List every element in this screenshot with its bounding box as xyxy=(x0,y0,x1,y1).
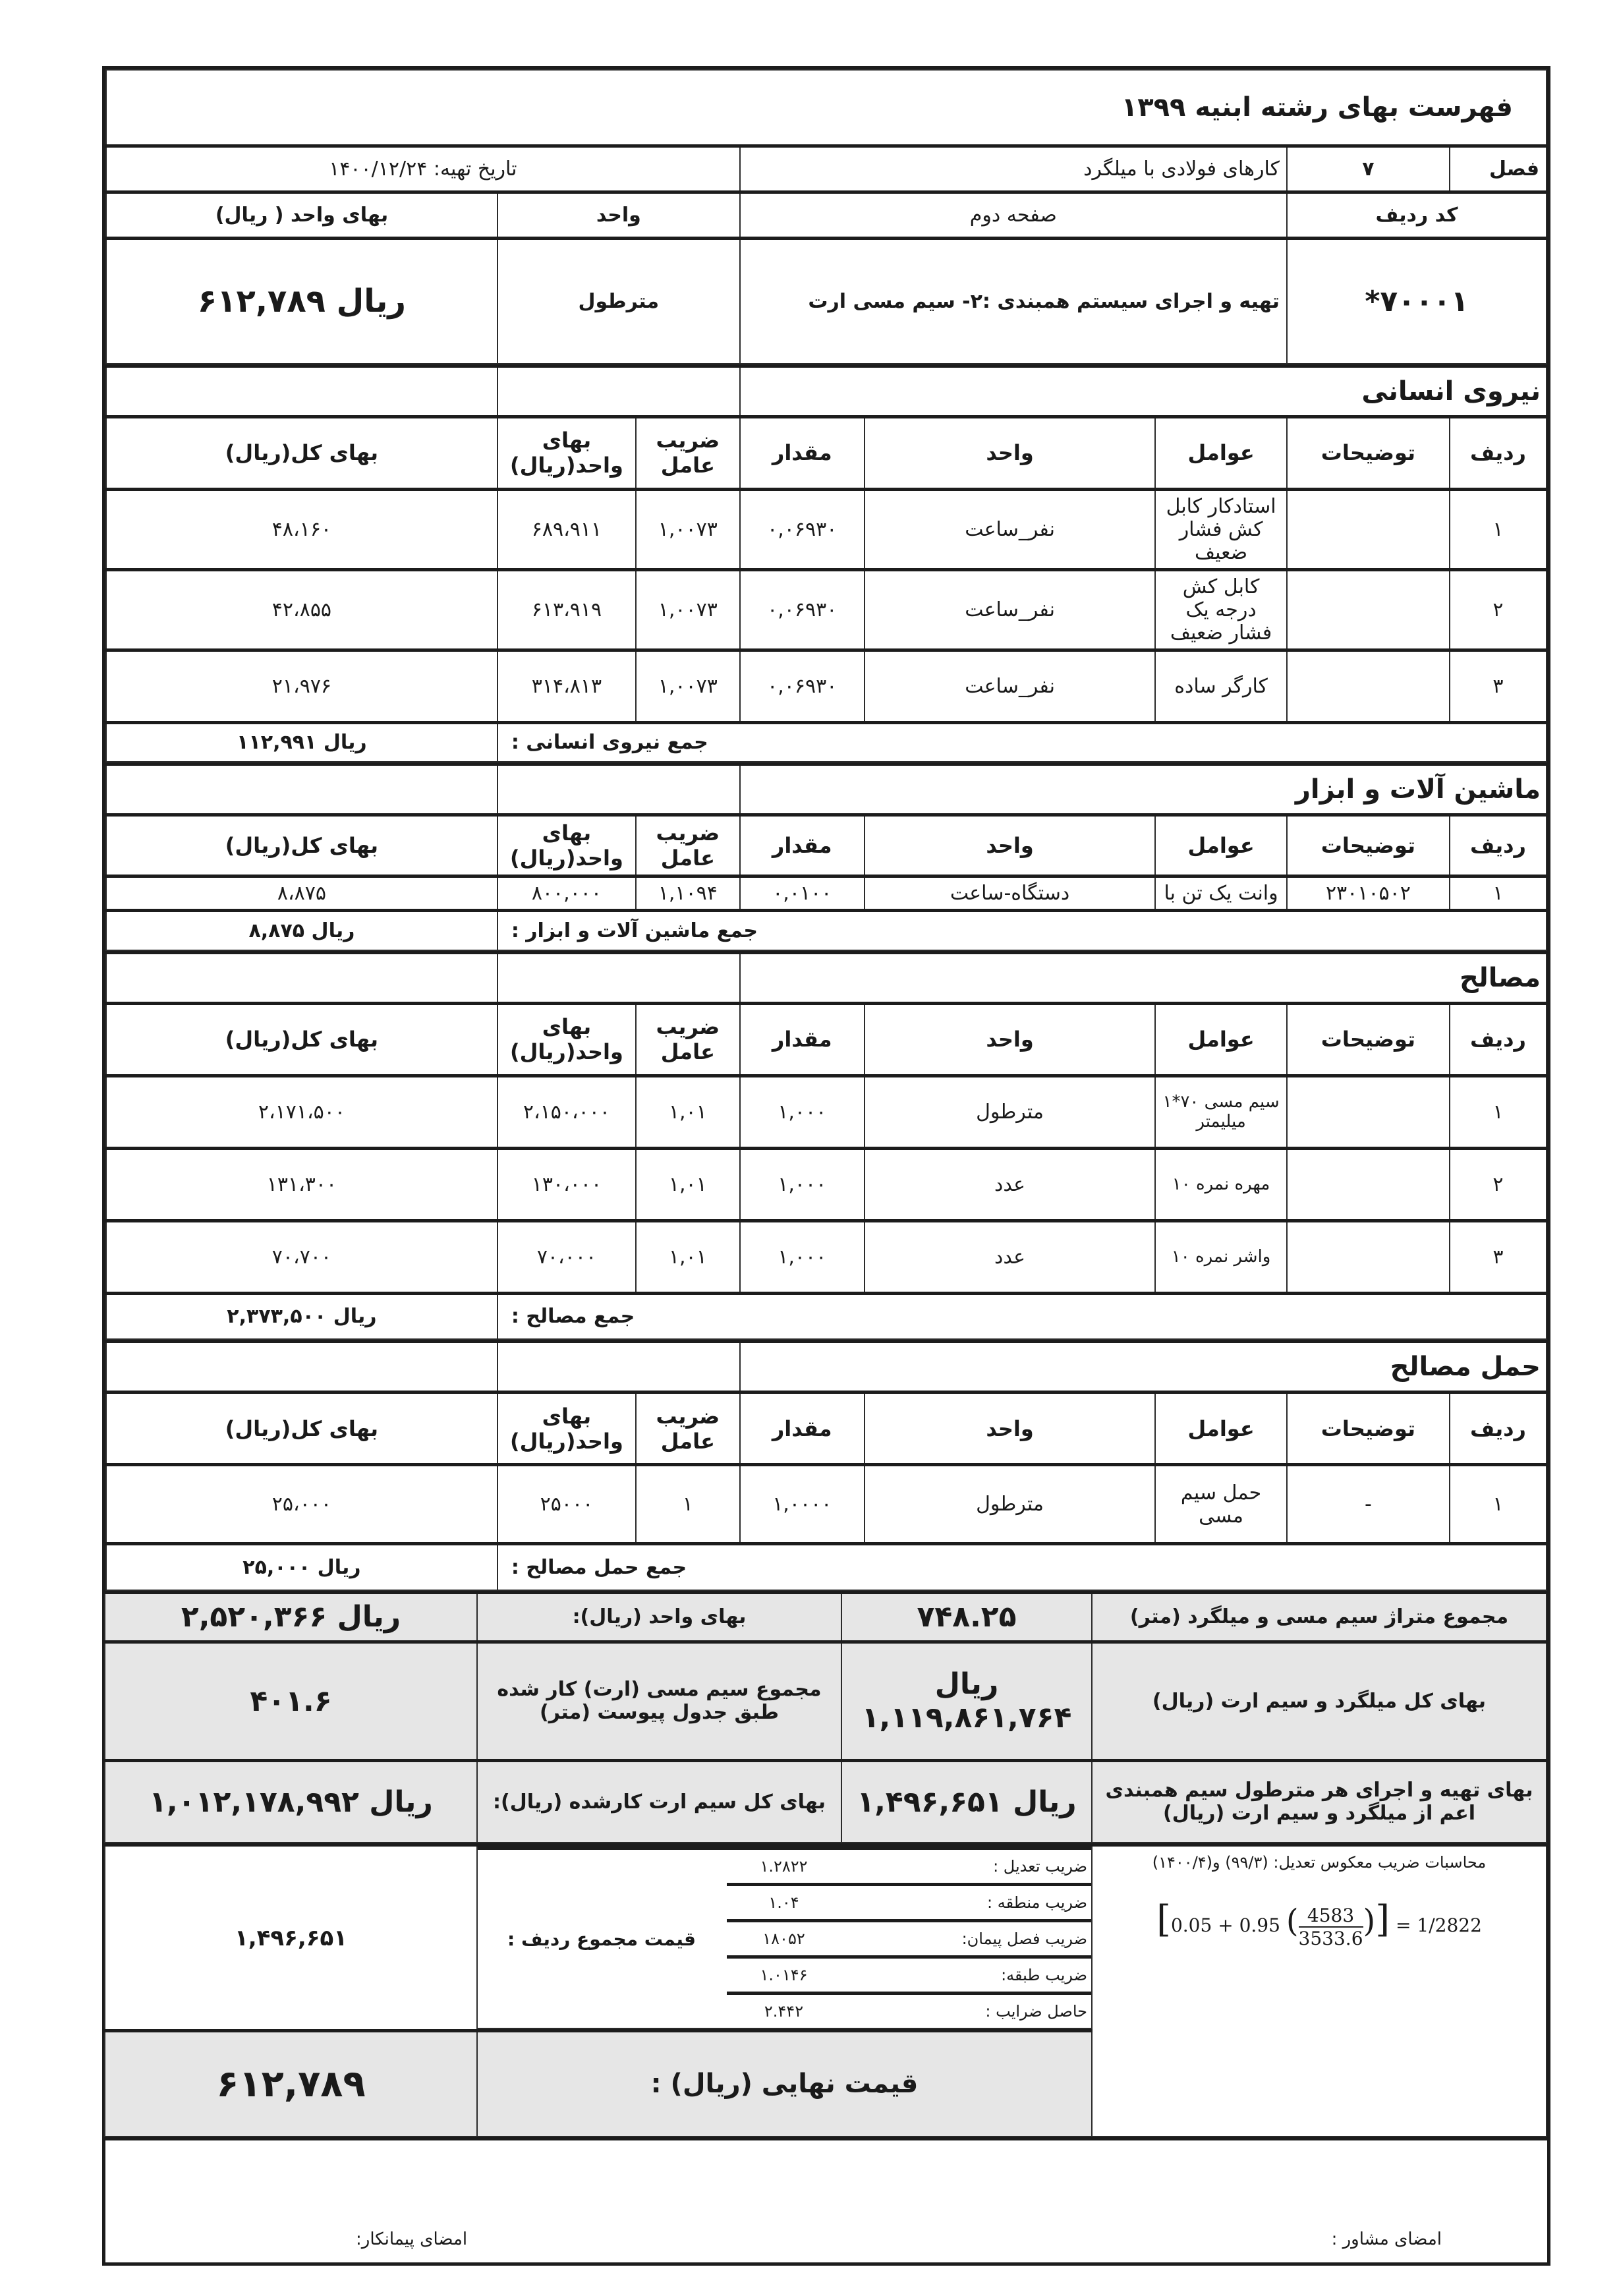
table-row xyxy=(106,1148,1547,1220)
unit-label: واحد xyxy=(497,192,740,239)
cell-unit-price: ۶۱۳،۹۱۹ xyxy=(497,569,636,650)
cell-total: ۴۸،۱۶۰ xyxy=(106,489,497,569)
coefficient-row: ضریب تعدیل : ۱.۲۸۲۲ قیمت مجموع ردیف : xyxy=(476,1849,1091,1885)
total-length-label: مجموع متراژ سیم مسی و میلگرد (متر) xyxy=(1092,1592,1547,1642)
col-unit-price: بهای واحد(ریال) xyxy=(497,1392,636,1465)
table-row xyxy=(106,489,1547,569)
labor-sum-value: ریال ۱۱۲,۹۹۱ xyxy=(106,722,497,762)
per-meter-value: ریال ۱,۴۹۶,۶۵۱ xyxy=(841,1760,1092,1843)
row-total-label: قیمت مجموع ردیف : xyxy=(476,1849,727,2029)
col-quantity: مقدار xyxy=(740,416,865,489)
cell-notes xyxy=(1287,569,1450,650)
machinery-sum-value: ریال ۸,۸۷۵ xyxy=(106,911,497,950)
cell-unit-price: ۸۰۰,۰۰۰ xyxy=(497,876,636,911)
cell-unit-price: ۱۳۰،۰۰۰ xyxy=(497,1148,636,1220)
cell-factor: کارگر ساده xyxy=(1155,650,1287,722)
cell-factor: حمل سیم مسی xyxy=(1155,1465,1287,1544)
total-length-value: ۷۴۸.۲۵ xyxy=(841,1592,1092,1642)
chapter-number: ۷ xyxy=(1287,146,1450,192)
item-unit: مترطول xyxy=(497,239,740,364)
col-factors: عوامل xyxy=(1155,1392,1287,1465)
cell-unit-price: ۲۵۰۰۰ xyxy=(497,1465,636,1544)
col-quantity: مقدار xyxy=(740,1392,865,1465)
cell-coef: ۱,۰۱ xyxy=(636,1148,740,1220)
summary-table xyxy=(104,1591,1547,1844)
cell-coef: ۱,۱۰۹۴ xyxy=(636,876,740,911)
col-notes: توضیحات xyxy=(1287,416,1450,489)
table-row xyxy=(106,569,1547,650)
col-unit-price: بهای واحد(ریال) xyxy=(497,416,636,489)
col-notes: توضیحات xyxy=(1287,815,1450,876)
cell-unit-price: ۶۸۹،۹۱۱ xyxy=(497,489,636,569)
cell-total: ۱۳۱،۳۰۰ xyxy=(106,1148,497,1220)
earth-wire-length-value: ۴۰۱.۶ xyxy=(105,1642,477,1760)
earth-wire-cost-value: ریال ۱,۰۱۲,۱۷۸,۹۹۲ xyxy=(105,1760,477,1843)
col-total-price: بهای کل(ریال) xyxy=(106,1003,497,1076)
cell-total: ۲۱،۹۷۶ xyxy=(106,650,497,722)
cell-unit-price: ۷۰،۰۰۰ xyxy=(497,1220,636,1293)
cell-total: ۲۵،۰۰۰ xyxy=(106,1465,497,1544)
row-code-label: کد ردیف xyxy=(1287,192,1547,239)
cell-unit-price: ۲،۱۵۰،۰۰۰ xyxy=(497,1076,636,1148)
cell-notes xyxy=(1287,1148,1450,1220)
coefficient-row: ضریب فصل پیمان: ۱۸۰۵۲ xyxy=(476,1921,1091,1957)
col-row: ردیف xyxy=(1450,815,1547,876)
col-factors: عوامل xyxy=(1155,815,1287,876)
col-factors: عوامل xyxy=(1155,416,1287,489)
price-list-sheet xyxy=(102,66,1550,2266)
unit-price-label: بهای واحد ( ریال) xyxy=(106,192,497,239)
per-meter-label: بهای تهیه و اجرای هر مترطول سیم همبندی اعم از میلگرد و سیم ارت (ریال) xyxy=(1092,1760,1547,1843)
col-total-price: بهای کل(ریال) xyxy=(106,815,497,876)
col-unit-price: بهای واحد(ریال) xyxy=(497,815,636,876)
cell-unit-price: ۳۱۴،۸۱۳ xyxy=(497,650,636,722)
cell-unit: نفر_ساعت xyxy=(865,569,1155,650)
col-unit: واحد xyxy=(865,1392,1155,1465)
row-total-value: ۱,۴۹۶,۶۵۱ xyxy=(105,1845,477,2031)
prep-date: تاریخ تهیه: ۱۴۰۰/۱۲/۲۴ xyxy=(106,146,740,192)
summary-unit-price-value: ریال ۲,۵۲۰,۳۶۶ xyxy=(105,1592,477,1642)
coefficients-table xyxy=(104,1843,1547,2137)
cell-unit: نفر_ساعت xyxy=(865,650,1155,722)
document-title: فهرست بهای رشته ابنیه ۱۳۹۹ xyxy=(106,70,1547,146)
cell-row: ۱ xyxy=(1450,489,1547,569)
cell-factor: استادکار کابل کش فشار ضعیف xyxy=(1155,489,1287,569)
cell-quantity: ۱,۰۰۰ xyxy=(740,1148,865,1220)
cell-row: ۱ xyxy=(1450,876,1547,911)
coefficient-row: حاصل ضرایب : ۲.۴۴۲ xyxy=(476,1994,1091,2029)
cell-unit: دستگاه-ساعت xyxy=(865,876,1155,911)
col-unit: واحد xyxy=(865,815,1155,876)
final-price-value: ۶۱۲,۷۸۹ xyxy=(105,2031,477,2137)
cell-factor: واشر نمره ۱۰ xyxy=(1155,1220,1287,1293)
row-code: ۷۰۰۰۱* xyxy=(1287,239,1547,364)
col-coef: ضریب عامل xyxy=(636,815,740,876)
cell-total: ۸،۸۷۵ xyxy=(106,876,497,911)
cell-quantity: ۰,۰۶۹۳۰ xyxy=(740,569,865,650)
cell-row: ۱ xyxy=(1450,1076,1547,1148)
col-unit: واحد xyxy=(865,1003,1155,1076)
col-notes: توضیحات xyxy=(1287,1392,1450,1465)
cell-total: ۲،۱۷۱،۵۰۰ xyxy=(106,1076,497,1148)
col-row: ردیف xyxy=(1450,1003,1547,1076)
cell-quantity: ۱,۰۰۰۰ xyxy=(740,1465,865,1544)
transport-section-title: حمل مصالح xyxy=(740,1342,1547,1392)
cell-row: ۲ xyxy=(1450,569,1547,650)
labor-sum-label: جمع نیروی انسانی : xyxy=(497,722,1547,762)
cell-notes xyxy=(1287,650,1450,722)
cell-notes: ۲۳۰۱۰۵۰۲ xyxy=(1287,876,1450,911)
machinery-section-title: ماشین آلات و ابزار xyxy=(740,764,1547,815)
machinery-sum-label: جمع ماشین آلات و ابزار : xyxy=(497,911,1547,950)
final-price-label: قیمت نهایی (ریال) : xyxy=(477,2031,1092,2137)
adjustment-calc-cell xyxy=(1092,1845,1547,2137)
cell-factor: مهره نمره ۱۰ xyxy=(1155,1148,1287,1220)
transport-sum-value: ریال ۲۵,۰۰۰ xyxy=(106,1544,497,1590)
total-cost-label: بهای کل میلگرد و سیم ارت (ریال) xyxy=(1092,1642,1547,1760)
materials-sum-value: ریال ۲,۳۷۳,۵۰۰ xyxy=(106,1293,497,1339)
col-quantity: مقدار xyxy=(740,1003,865,1076)
cell-factor: کابل کش درجه یک فشار ضعیف xyxy=(1155,569,1287,650)
cell-notes xyxy=(1287,489,1450,569)
transport-sum-label: جمع حمل مصالح : xyxy=(497,1544,1547,1590)
cell-quantity: ۱,۰۰۰ xyxy=(740,1220,865,1293)
col-notes: توضیحات xyxy=(1287,1003,1450,1076)
cell-unit: مترطول xyxy=(865,1076,1155,1148)
col-unit-price: بهای واحد(ریال) xyxy=(497,1003,636,1076)
cell-factor: سیم مسی ۷۰*۱ میلیمتر xyxy=(1155,1076,1287,1148)
coefficient-row: ضریب منطقه : ۱.۰۴ xyxy=(476,1885,1091,1921)
cell-coef: ۱,۰۰۷۳ xyxy=(636,489,740,569)
cell-coef: ۱,۰۰۷۳ xyxy=(636,650,740,722)
col-row: ردیف xyxy=(1450,416,1547,489)
cell-coef: ۱,۰۰۷۳ xyxy=(636,569,740,650)
page-label: صفحه دوم xyxy=(740,192,1287,239)
summary-unit-price-label: بهای واحد (ریال): xyxy=(477,1592,841,1642)
earth-wire-cost-label: بهای کل سیم ارت کارشده (ریال): xyxy=(477,1760,841,1843)
sheet-table xyxy=(105,69,1547,364)
materials-section-title: مصالح xyxy=(740,952,1547,1003)
cell-notes: - xyxy=(1287,1465,1450,1544)
cell-row: ۱ xyxy=(1450,1465,1547,1544)
coefficient-row: ضریب طبقه: ۱.۰۱۴۶ xyxy=(476,1957,1091,1994)
cell-total: ۴۲،۸۵۵ xyxy=(106,569,497,650)
cell-coef: ۱ xyxy=(636,1465,740,1544)
labor-section-title: نیروی انسانی xyxy=(740,366,1547,416)
col-coef: ضریب عامل xyxy=(636,416,740,489)
signatures xyxy=(105,2137,1547,2266)
chapter-label: فصل xyxy=(1450,146,1547,192)
cell-total: ۷۰،۷۰۰ xyxy=(106,1220,497,1293)
item-unit-price: ریال ۶۱۲,۷۸۹ xyxy=(106,239,497,364)
consultant-signature-label: امضای مشاور : xyxy=(826,2138,1547,2264)
cell-unit: عدد xyxy=(865,1220,1155,1293)
cell-unit: مترطول xyxy=(865,1465,1155,1544)
labor-table xyxy=(105,364,1547,763)
col-quantity: مقدار xyxy=(740,815,865,876)
col-factors: عوامل xyxy=(1155,1003,1287,1076)
earth-wire-length-label: مجموع سیم مسی (ارت) کار شده طبق جدول پیوست (متر) xyxy=(477,1642,841,1760)
cell-row: ۳ xyxy=(1450,1220,1547,1293)
col-unit: واحد xyxy=(865,416,1155,489)
cell-row: ۳ xyxy=(1450,650,1547,722)
table-row xyxy=(106,1076,1547,1148)
cell-unit: عدد xyxy=(865,1148,1155,1220)
contractor-signature-label: امضای پیمانکار: xyxy=(105,2138,826,2264)
col-total-price: بهای کل(ریال) xyxy=(106,1392,497,1465)
materials-table xyxy=(105,951,1547,1340)
table-row xyxy=(106,650,1547,722)
col-coef: ضریب عامل xyxy=(636,1003,740,1076)
total-cost-value: ریال ۱,۱۱۹,۸۶۱,۷۶۴ xyxy=(841,1642,1092,1760)
table-row xyxy=(106,1465,1547,1544)
cell-factor: وانت یک تن با xyxy=(1155,876,1287,911)
cell-notes xyxy=(1287,1220,1450,1293)
adjustment-formula: [0.05 + 0.95 ( $\frac{4583}{3533.6}$ )] = 1/2822 xyxy=(1156,1898,1482,1949)
table-row xyxy=(106,876,1547,911)
col-coef: ضریب عامل xyxy=(636,1392,740,1465)
cell-quantity: ۰,۰۶۹۳۰ xyxy=(740,650,865,722)
table-row xyxy=(106,1220,1547,1293)
cell-unit: نفر_ساعت xyxy=(865,489,1155,569)
col-total-price: بهای کل(ریال) xyxy=(106,416,497,489)
item-description: تهیه و اجرای سیستم همبندی :۲- سیم مسی ارت xyxy=(740,239,1287,364)
cell-notes xyxy=(1287,1076,1450,1148)
cell-coef: ۱,۰۱ xyxy=(636,1220,740,1293)
cell-quantity: ۰,۰۱۰۰ xyxy=(740,876,865,911)
cell-quantity: ۱,۰۰۰ xyxy=(740,1076,865,1148)
materials-sum-label: جمع مصالح : xyxy=(497,1293,1547,1339)
cell-quantity: ۰,۰۶۹۳۰ xyxy=(740,489,865,569)
cell-coef: ۱,۰۱ xyxy=(636,1076,740,1148)
chapter-name: کارهای فولادی با میلگرد xyxy=(740,146,1287,192)
col-row: ردیف xyxy=(1450,1392,1547,1465)
adjustment-calc-title: محاسبات ضریب معکوس تعدیل: (۹۹/۳) و(۱۴۰۰/۴) xyxy=(1152,1853,1487,1872)
transport-table xyxy=(105,1340,1547,1591)
cell-row: ۲ xyxy=(1450,1148,1547,1220)
machinery-table xyxy=(105,762,1547,951)
coefficient-list xyxy=(476,1847,1091,2029)
